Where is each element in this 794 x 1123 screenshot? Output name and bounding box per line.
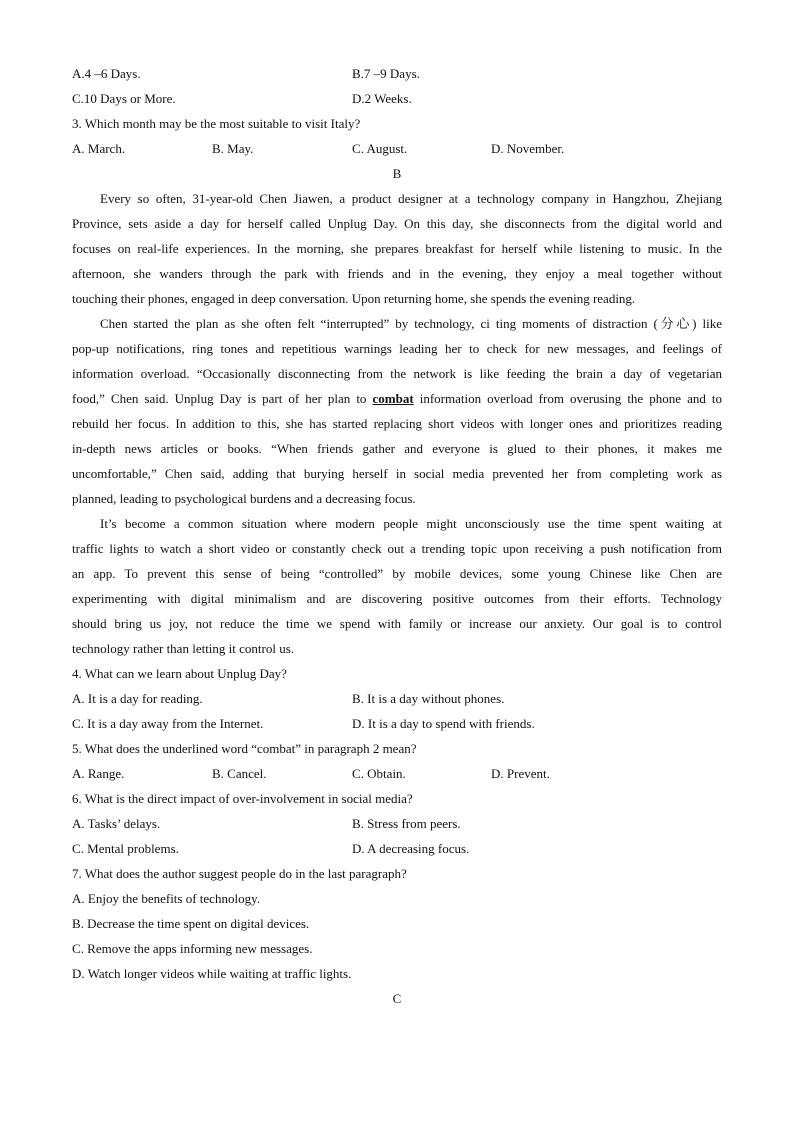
underlined-word-combat: combat [372, 391, 414, 406]
paragraph-line: traffic lights to watch a short video or constantly check out a trending topic upon receiving a push notification from [72, 541, 722, 556]
paragraph-line: afternoon, she wanders through the park with friends and in the evening, they enjoy a meal together without [72, 266, 722, 281]
q5-question: 5. What does the underlined word “combat” in paragraph 2 mean? [72, 741, 417, 756]
q7-option-a: A. Enjoy the benefits of technology. [72, 891, 260, 906]
paragraph-line: planned, leading to psychological burdens and a decreasing focus. [72, 491, 416, 506]
q4-option-c: C. It is a day away from the Internet. [72, 716, 264, 731]
paragraph-line: should bring us joy, not reduce the time we spend with family or increase our anxiety. Our goal is to control [72, 616, 722, 631]
passage-paragraph-1 [72, 186, 722, 311]
exam-page [72, 61, 722, 1011]
q2-options-row-1 [72, 61, 722, 86]
q5-options [72, 761, 722, 786]
section-c-label: C [392, 991, 402, 1006]
paragraph-line: technology rather than letting it control us. [72, 641, 295, 656]
q2-option-b: B.7 –9 Days. [352, 66, 420, 81]
q4-option-a: A. It is a day for reading. [72, 691, 203, 706]
q5-option-b: B. Cancel. [212, 766, 267, 781]
paragraph-line: touching their phones, engaged in deep conversation. Upon returning home, she spends the evening reading. [72, 291, 636, 306]
q3-question: 3. Which month may be the most suitable to visit Italy? [72, 116, 361, 131]
q4-option-b: B. It is a day without phones. [352, 691, 505, 706]
paragraph-line: an app. To prevent this sense of being “controlled” by mobile devices, some young Chinese like Chen are [72, 566, 722, 581]
passage-paragraph-3 [72, 511, 722, 661]
q7-option-c: C. Remove the apps informing new messages. [72, 941, 313, 956]
q4-options-row-2 [72, 711, 722, 736]
q7-question: 7. What does the author suggest people do in the last paragraph? [72, 866, 407, 881]
paragraph-line: Every so often, 31-year-old Chen Jiawen, a product designer at a technology company in Hangzhou, Zhejiang [100, 191, 722, 206]
q5-option-d: D. Prevent. [491, 766, 550, 781]
paragraph-line: It’s become a common situation where modern people might unconsciously use the time spent waiting at [100, 516, 722, 531]
q4-question: 4. What can we learn about Unplug Day? [72, 666, 287, 681]
text-segment: food,” Chen said. Unplug Day is part of her plan to [72, 391, 373, 406]
q4-options-row-1 [72, 686, 722, 711]
q6-option-d: D. A decreasing focus. [352, 841, 470, 856]
q2-option-a: A.4 –6 Days. [72, 66, 141, 81]
q6-option-a: A. Tasks’ delays. [72, 816, 161, 831]
paragraph-line: rebuild her focus. In addition to this, she has started replacing short videos with longer ones and prioritizes reading [72, 416, 722, 431]
q4-option-d: D. It is a day to spend with friends. [352, 716, 535, 731]
q3-option-c: C. August. [352, 141, 408, 156]
q5-option-c: C. Obtain. [352, 766, 406, 781]
q6-options-row-1 [72, 811, 722, 836]
q6-option-c: C. Mental problems. [72, 841, 179, 856]
q6-question: 6. What is the direct impact of over-involvement in social media? [72, 791, 413, 806]
paragraph-line: Province, sets aside a day for herself called Unplug Day. On this day, she disconnects from the digital world and [72, 216, 722, 231]
q3-options [72, 136, 722, 161]
paragraph-line: uncomfortable,” Chen said, adding that burying herself in social media prevented her from completing work as [72, 466, 722, 481]
q3-option-b: B. May. [212, 141, 254, 156]
section-b-label: B [392, 166, 402, 181]
paragraph-line: focuses on real-life experiences. In the morning, she prepares breakfast for herself while listening to music. In the [72, 241, 722, 256]
paragraph-line: Chen started the plan as she often felt “interrupted” by technology, ci ting moments of distraction (分心) like [100, 316, 722, 331]
q7-option-d: D. Watch longer videos while waiting at traffic lights. [72, 966, 352, 981]
q2-options-row-2 [72, 86, 722, 111]
passage-paragraph-2 [72, 311, 722, 511]
paragraph-line: pop-up notifications, ring tones and repetitious warnings leading her to check for new messages, and feelings of [72, 341, 722, 356]
q2-option-d: D.2 Weeks. [352, 91, 412, 106]
q5-option-a: A. Range. [72, 766, 125, 781]
q7-option-b: B. Decrease the time spent on digital devices. [72, 916, 310, 931]
paragraph-line: in-depth news articles or books. “When friends gather and everyone is glued to their phones, it makes me [72, 441, 722, 456]
q2-option-c: C.10 Days or More. [72, 91, 176, 106]
q3-option-d: D. November. [491, 141, 565, 156]
q6-option-b: B. Stress from peers. [352, 816, 461, 831]
paragraph-line: information overload. “Occasionally disconnecting from the network is like feeding the brain a day of vegetarian [72, 366, 722, 381]
paragraph-line-with-underlined-word [72, 386, 722, 411]
q3-option-a: A. March. [72, 141, 126, 156]
text-segment: information overload from overusing the phone and to [413, 391, 722, 406]
q6-options-row-2 [72, 836, 722, 861]
paragraph-line: experimenting with digital minimalism and are discovering positive outcomes from their efforts. Technology [72, 591, 722, 606]
